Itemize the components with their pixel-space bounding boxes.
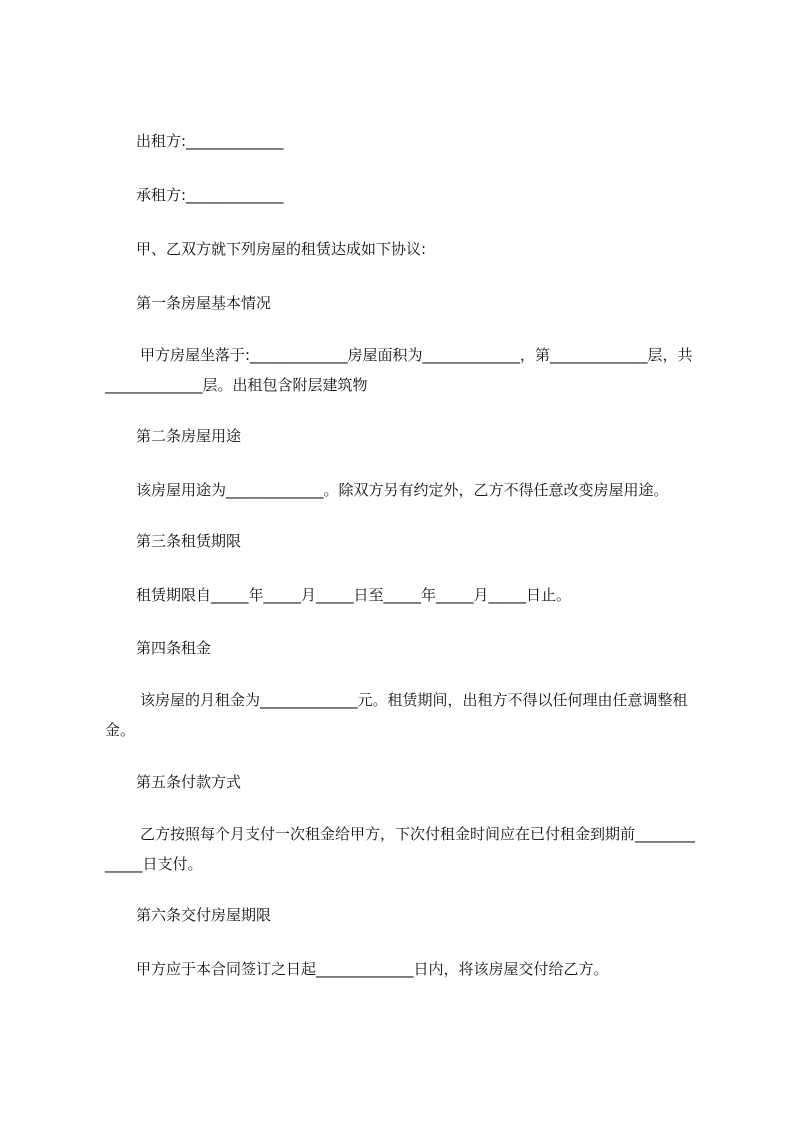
- article-2-body: 该房屋用途为_____________。除双方另有约定外，乙方不得任意改变房屋用途。: [136, 481, 669, 499]
- article-5-body: 乙方按照每个月支付一次租金给甲方，下次付租金时间应在已付租金到期前_____________日支付。: [105, 825, 696, 873]
- article-3-heading: 第三条租赁期限: [136, 532, 242, 550]
- article-4-heading: 第四条租金: [136, 639, 212, 657]
- article-1-heading: 第一条房屋基本情况: [136, 294, 272, 312]
- article-5-heading: 第五条付款方式: [136, 773, 242, 791]
- article-6-body: 甲方应于本合同签订之日起_____________日内，将该房屋交付给乙方。: [136, 960, 609, 978]
- article-2-heading: 第二条房屋用途: [136, 427, 242, 445]
- article-4-body: 该房屋的月租金为_____________元。租赁期间，出租方不得以任何理由任意调整租金。: [105, 691, 688, 739]
- article-6-heading: 第六条交付房屋期限: [136, 906, 272, 924]
- article-3-body: 租赁期限自_____年_____月_____日至_____年_____月_____日止。: [136, 586, 572, 604]
- lessor-line: 出租方:_____________: [136, 132, 284, 150]
- article-1-body: 甲方房屋坐落于:_____________房屋面积为_____________，第_____________层，共_____________层。出租包含附层建筑物: [105, 346, 693, 394]
- lessee-line: 承租方:_____________: [136, 186, 284, 204]
- intro-paragraph: 甲、乙双方就下列房屋的租赁达成如下协议:: [136, 240, 427, 258]
